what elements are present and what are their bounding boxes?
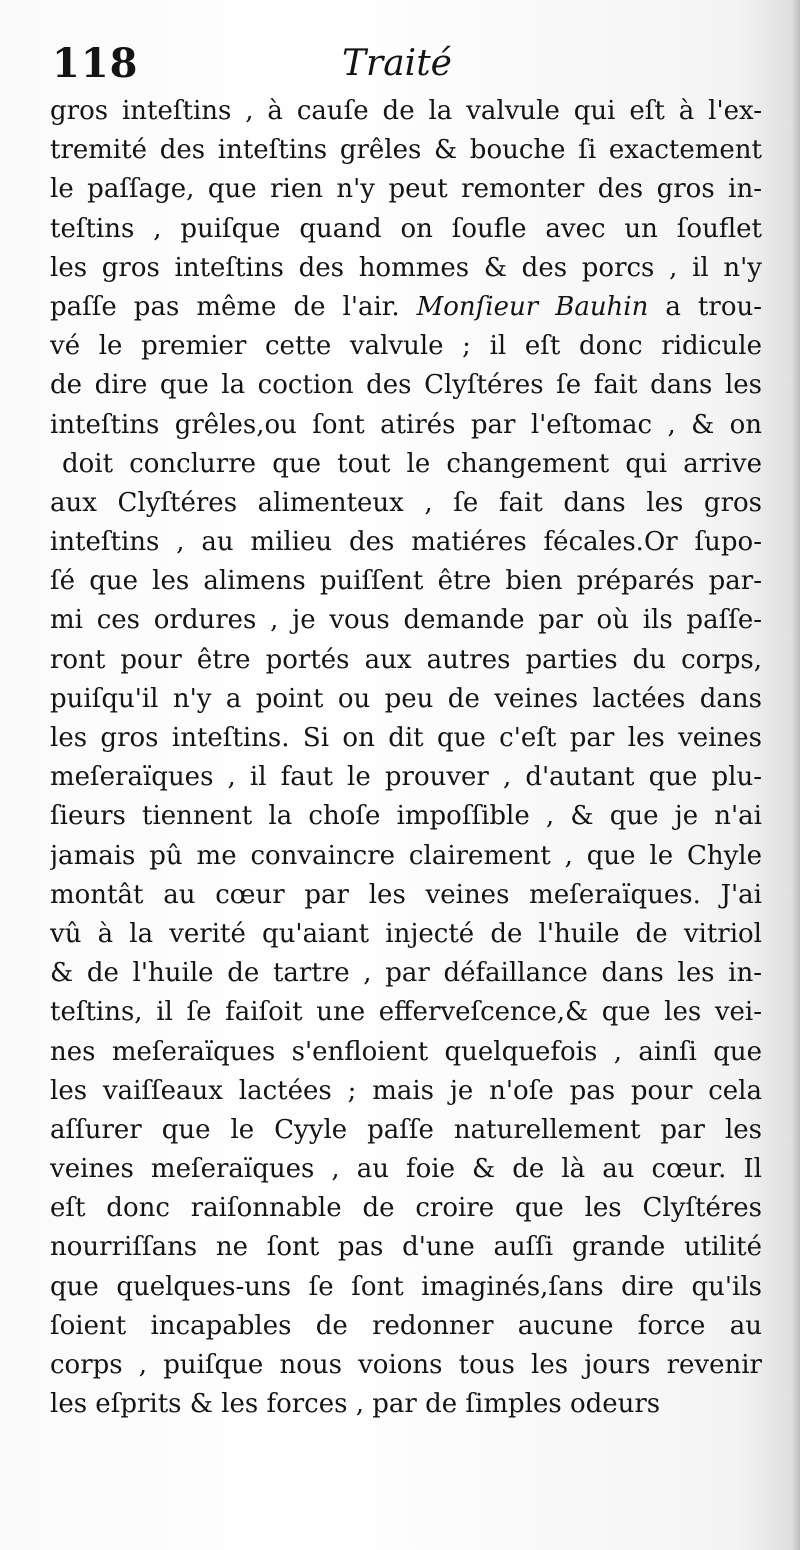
text-line: ſoient incapables de redonner aucune force au: [50, 1310, 762, 1341]
text-line: vé le premier cette valvule ; il eſt donc ridicule: [50, 331, 762, 362]
italic-name: Monſieur Bauhin: [416, 291, 649, 322]
text-line: aſſurer que le Cyyle paſſe naturellement par les: [50, 1114, 762, 1145]
text-line: ront pour être portés aux autres parties du corps,: [50, 644, 762, 675]
text-line: veines meſeraïques , au foie & de là au cœur. Il: [50, 1154, 762, 1185]
text-line: ſé que les alimens puiſſent être bien préparés par-: [50, 566, 762, 597]
text-line: inteſtins , au milieu des matiéres fécales.Or ſupo-: [50, 527, 762, 558]
text-line: les gros inteſtins. Si on dit que c'eſt par les veines: [50, 723, 762, 753]
text-line: les eſprits & les forces , par de ſimples odeurs: [50, 1389, 661, 1420]
text-line: mi ces ordures , je vous demande par où ils paſſe-: [50, 605, 762, 636]
text-line: tremité des inteſtins grêles & bouche ſi exactement: [50, 135, 762, 166]
text-line: les vaiſſeaux lactées ; mais je n'oſe pas pour cela: [50, 1075, 762, 1106]
page-number: 118: [52, 40, 139, 87]
text-line: teſtins , puiſque quand on ſoufle avec un ſouflet: [50, 213, 762, 244]
text-line: & de l'huile de tartre , par défaillance dans les in-: [50, 958, 762, 989]
text-line: nourriſſans ne ſont pas d'une auſſi grande utilité: [50, 1232, 762, 1263]
text-line: aux Clyſtéres alimenteux , ſe fait dans les gros: [50, 487, 762, 518]
text-line: jamais pû me convaincre clairement , que le Chyle: [50, 840, 762, 871]
text-line: doit conclurre que tout le changement qui arrive: [62, 448, 762, 479]
text-line: inteſtins grêles,ou ſont atirés par l'eſtomac , & on: [50, 409, 762, 440]
text-line: gros inteſtins , à cauſe de la valvule qui eſt à l'ex-: [50, 96, 762, 126]
page-edge-shadow: [790, 0, 800, 1550]
text-line: teſtins, il ſe faiſoit une efferveſcence,& que les vei-: [50, 997, 762, 1028]
text-line: les gros inteſtins des hommes & des porcs , il n'y: [50, 252, 762, 283]
text-line: le paſſage, que rien n'y peut remonter des gros in-: [50, 174, 762, 205]
text-line: eſt donc raiſonnable de croire que les Clyſtéres: [50, 1193, 762, 1224]
running-title: Traité: [342, 43, 452, 84]
text-line: paſſe pas même de l'air. Monſieur Bauhin a trou-: [50, 291, 762, 322]
text-line: corps , puiſque nous voions tous les jours revenir: [50, 1350, 762, 1380]
body-text: [50, 92, 762, 1424]
text-line: ſieurs tiennent la choſe impoſſible , & que je n'ai: [50, 801, 762, 832]
page-header: [52, 40, 772, 88]
text-line: montât au cœur par les veines meſeraïques. J'ai: [50, 879, 762, 910]
text-line: meſeraïques , il faut le prouver , d'autant que plu-: [50, 762, 762, 793]
text-line: vû à la verité qu'aiant injecté de l'huile de vitriol: [50, 918, 762, 949]
text-line: puiſqu'il n'y a point ou peu de veines lactées dans: [50, 683, 762, 714]
text-line: que quelques-uns ſe ſont imaginés,ſans dire qu'ils: [50, 1271, 762, 1302]
text-line: nes meſeraïques s'enfloient quelquefois , ainſi que: [50, 1036, 762, 1067]
text-line: de dire que la coction des Clyſtéres ſe fait dans les: [50, 370, 762, 401]
